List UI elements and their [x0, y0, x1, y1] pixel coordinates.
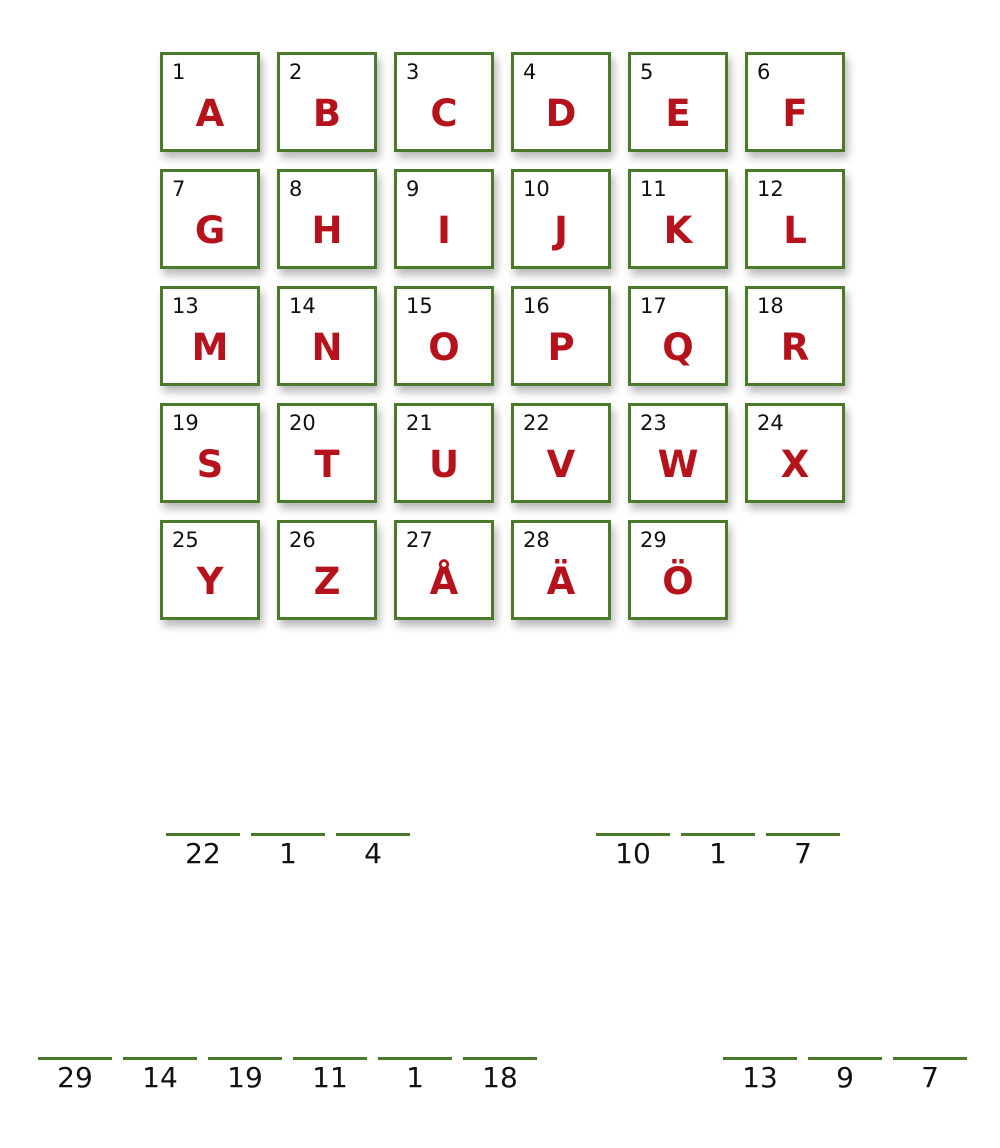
letter-tile: [628, 52, 728, 152]
tile-letter: G: [194, 209, 226, 252]
letter-tile: [628, 403, 728, 503]
tile-number: 7: [172, 177, 186, 201]
letter-tile: [277, 520, 377, 620]
slot-number: 4: [364, 837, 382, 870]
letter-tile: [511, 403, 611, 503]
tile-letter: M: [191, 326, 229, 369]
tile-number: 18: [757, 294, 784, 318]
answer-slot[interactable]: [463, 1057, 537, 1107]
answer-blank-line: [596, 833, 670, 836]
answer-blank-line: [123, 1057, 197, 1060]
letter-tile: [277, 52, 377, 152]
tile-letter: H: [311, 209, 343, 252]
letter-tile: [277, 169, 377, 269]
letter-tile: [745, 286, 845, 386]
letter-tile: [511, 520, 611, 620]
tile-letter: J: [554, 209, 568, 252]
answer-slot[interactable]: [38, 1057, 112, 1107]
letter-tile: [511, 52, 611, 152]
slot-number: 22: [185, 837, 221, 870]
answer-blank-line: [378, 1057, 452, 1060]
slot-number: 7: [921, 1061, 939, 1094]
tile-letter: D: [545, 92, 577, 135]
slot-number: 29: [57, 1061, 93, 1094]
tile-letter: Ä: [546, 560, 576, 603]
letter-tile: [160, 520, 260, 620]
slot-number: 18: [482, 1061, 518, 1094]
slot-number: 11: [312, 1061, 348, 1094]
tile-number: 24: [757, 411, 784, 435]
tile-number: 11: [640, 177, 667, 201]
slot-number: 13: [742, 1061, 778, 1094]
tile-letter: A: [195, 92, 225, 135]
answer-blank-line: [293, 1057, 367, 1060]
answer-blank-line: [766, 833, 840, 836]
tile-letter: N: [311, 326, 343, 369]
tile-number: 21: [406, 411, 433, 435]
tile-letter: X: [780, 443, 810, 486]
answer-slot[interactable]: [766, 833, 840, 883]
letter-tile: [160, 169, 260, 269]
tile-number: 28: [523, 528, 550, 552]
tile-number: 25: [172, 528, 199, 552]
answer-slot[interactable]: [293, 1057, 367, 1107]
tile-number: 8: [289, 177, 303, 201]
tile-number: 22: [523, 411, 550, 435]
tile-number: 29: [640, 528, 667, 552]
tile-number: 17: [640, 294, 667, 318]
answer-slot[interactable]: [336, 833, 410, 883]
tile-number: 12: [757, 177, 784, 201]
slot-number: 7: [794, 837, 812, 870]
answer-word: [723, 1057, 967, 1107]
tile-letter: Z: [313, 560, 341, 603]
answer-word: [38, 1057, 537, 1107]
letter-tile: [745, 169, 845, 269]
tile-number: 15: [406, 294, 433, 318]
answer-slot[interactable]: [596, 833, 670, 883]
answer-slot[interactable]: [208, 1057, 282, 1107]
letter-tile: [394, 52, 494, 152]
tile-number: 16: [523, 294, 550, 318]
tile-number: 19: [172, 411, 199, 435]
tile-letter: E: [665, 92, 691, 135]
answer-slot[interactable]: [123, 1057, 197, 1107]
tile-number: 10: [523, 177, 550, 201]
letter-tile: [277, 286, 377, 386]
answer-slot[interactable]: [681, 833, 755, 883]
letter-tile: [511, 169, 611, 269]
answer-slot[interactable]: [378, 1057, 452, 1107]
answer-blank-line: [723, 1057, 797, 1060]
letter-tile: [745, 403, 845, 503]
tile-number: 3: [406, 60, 420, 84]
tile-number: 2: [289, 60, 303, 84]
answer-word: [166, 833, 410, 883]
tile-number: 9: [406, 177, 420, 201]
tile-letter: S: [196, 443, 224, 486]
tile-letter: I: [437, 209, 451, 252]
answer-slot[interactable]: [166, 833, 240, 883]
slot-number: 19: [227, 1061, 263, 1094]
tile-letter: C: [430, 92, 458, 135]
tile-letter: T: [314, 443, 340, 486]
answer-slot[interactable]: [251, 833, 325, 883]
tile-number: 6: [757, 60, 771, 84]
tile-letter: Å: [429, 560, 459, 603]
slot-number: 1: [709, 837, 727, 870]
letter-tile: [394, 403, 494, 503]
tile-number: 1: [172, 60, 186, 84]
slot-number: 10: [615, 837, 651, 870]
tile-letter: R: [780, 326, 810, 369]
tile-letter: W: [657, 443, 699, 486]
tile-number: 4: [523, 60, 537, 84]
letter-tile-grid: [160, 52, 850, 622]
letter-tile: [394, 520, 494, 620]
tile-letter: L: [783, 209, 807, 252]
slot-number: 1: [279, 837, 297, 870]
answer-blank-line: [463, 1057, 537, 1060]
tile-number: 5: [640, 60, 654, 84]
letter-tile: [511, 286, 611, 386]
letter-tile: [160, 286, 260, 386]
answer-slot[interactable]: [893, 1057, 967, 1107]
answer-blank-line: [893, 1057, 967, 1060]
answer-blank-line: [38, 1057, 112, 1060]
tile-number: 23: [640, 411, 667, 435]
tile-letter: P: [547, 326, 575, 369]
letter-tile: [394, 286, 494, 386]
tile-number: 26: [289, 528, 316, 552]
answer-blank-line: [251, 833, 325, 836]
letter-tile: [745, 52, 845, 152]
tile-number: 27: [406, 528, 433, 552]
letter-tile: [277, 403, 377, 503]
slot-number: 9: [836, 1061, 854, 1094]
tile-letter: B: [312, 92, 342, 135]
tile-letter: O: [428, 326, 460, 369]
answer-slot[interactable]: [808, 1057, 882, 1107]
tile-number: 14: [289, 294, 316, 318]
tile-number: 13: [172, 294, 199, 318]
letter-tile: [160, 403, 260, 503]
answer-slot[interactable]: [723, 1057, 797, 1107]
tile-letter: Y: [196, 560, 224, 603]
answer-blank-line: [681, 833, 755, 836]
slot-number: 14: [142, 1061, 178, 1094]
letter-tile: [628, 286, 728, 386]
answer-blank-line: [808, 1057, 882, 1060]
letter-tile: [394, 169, 494, 269]
tile-letter: F: [782, 92, 808, 135]
letter-tile: [628, 520, 728, 620]
tile-letter: Ö: [662, 560, 694, 603]
tile-letter: K: [663, 209, 693, 252]
answer-blank-line: [166, 833, 240, 836]
tile-letter: U: [428, 443, 460, 486]
tile-letter: V: [546, 443, 576, 486]
letter-tile: [160, 52, 260, 152]
slot-number: 1: [406, 1061, 424, 1094]
answer-word: [596, 833, 840, 883]
answer-blank-line: [336, 833, 410, 836]
tile-number: 20: [289, 411, 316, 435]
tile-letter: Q: [662, 326, 694, 369]
answer-blank-line: [208, 1057, 282, 1060]
letter-tile: [628, 169, 728, 269]
